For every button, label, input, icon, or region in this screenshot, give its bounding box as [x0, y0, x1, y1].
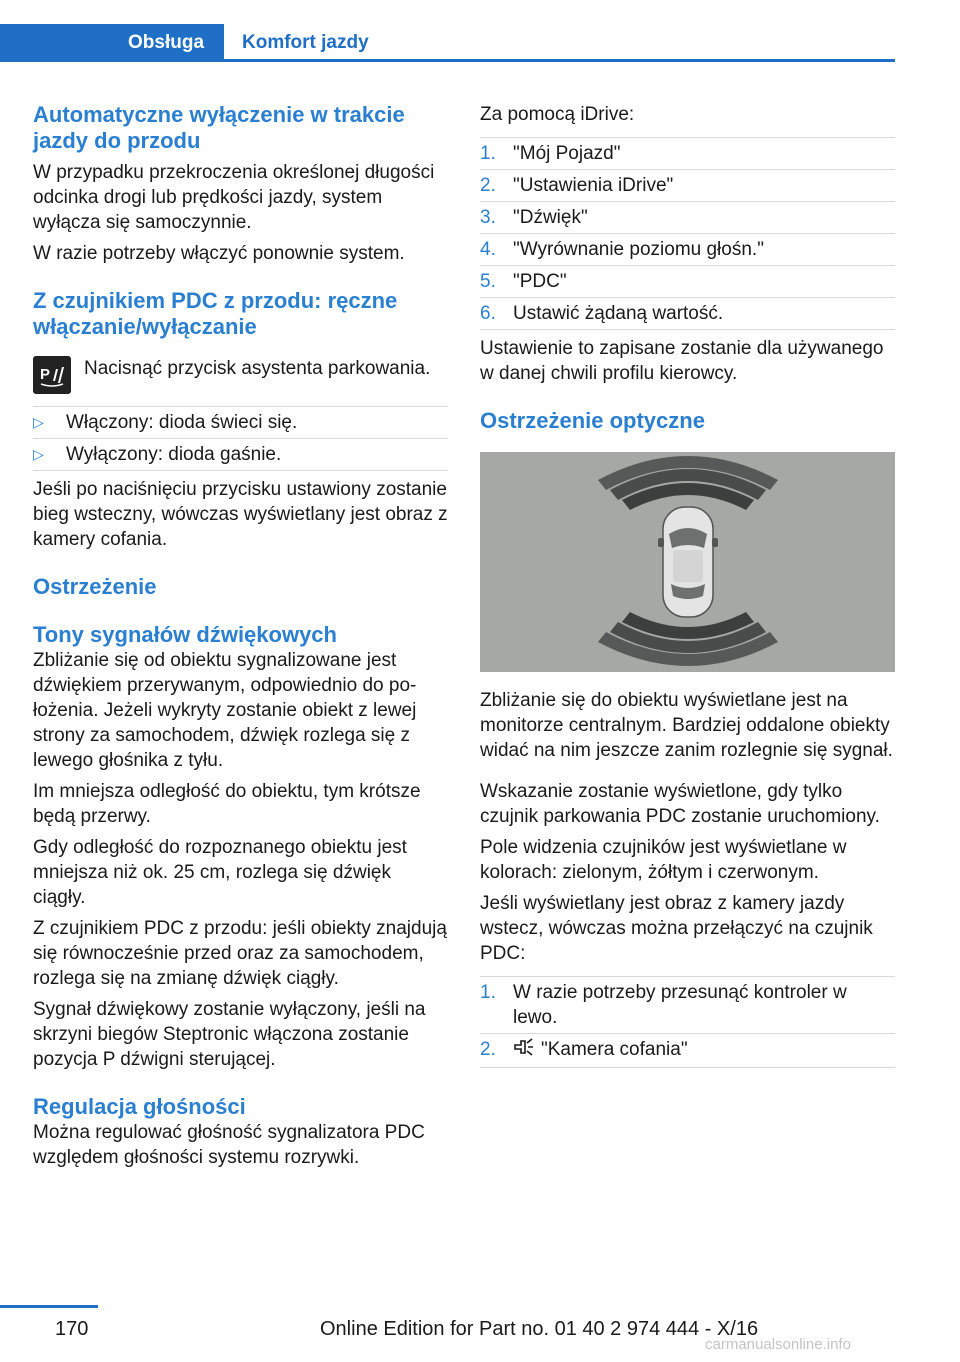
left-column: [33, 102, 448, 1170]
page-number: 170: [55, 1318, 89, 1340]
step-number: 1.: [480, 143, 496, 164]
icon-instruction-text: Nacisnąć przycisk asystenta parkowania.: [84, 358, 431, 379]
pdc-car-graphic: [480, 452, 895, 672]
paragraph: Można regulować głośność sygnalizatora PDC względem głośności systemu rozrywki.: [33, 1122, 425, 1168]
list-item: [480, 170, 895, 202]
step-number: 1.: [480, 982, 496, 1003]
right-column: [480, 102, 895, 1068]
parking-assist-instruction: [33, 356, 448, 394]
step-text: "Wyrównanie poziomu głośn.": [513, 239, 764, 260]
chapter-tabbar: [0, 24, 895, 62]
list-item: [480, 202, 895, 234]
heading-auto-off: Automatyczne wyłączenie w trakcie jazdy do przodu: [33, 102, 405, 153]
heading-optical-warning: Ostrzeżenie optyczne: [480, 408, 705, 433]
list-item: [480, 976, 895, 1034]
paragraph: Z czujnikiem PDC z przodu: jeśli obiekty znajdują się równocześnie przed oraz za samochodem, rozlega się na zmianę dźwięk ciągły.: [33, 918, 447, 989]
parking-assistant-button-icon: [33, 356, 71, 394]
paragraph: Gdy odległość do rozpoznanego obiektu jest mniejsza niż ok. 25 cm, rozlega się dźwięk ciągły.: [33, 837, 407, 908]
list-item: [33, 439, 448, 471]
list-item-text: Wyłączony: dioda gaśnie.: [66, 444, 282, 465]
heading-sound-tones: Tony sygnałów dźwiękowych: [33, 622, 337, 647]
paragraph: Im mniejsza odległość do obiektu, tym krótsze będą przerwy.: [33, 781, 421, 827]
camera-switch-steps-list: [480, 976, 895, 1068]
heading-volume: Regulacja głośności: [33, 1094, 246, 1119]
paragraph: Pole widzenia czujników jest wyświetlane w kolorach: zielonym, żółtym i czerwonym.: [480, 837, 847, 883]
list-item: [480, 266, 895, 298]
paragraph: Sygnał dźwiękowy zostanie wyłączony, jeśli na skrzyni biegów Steptronic włączona zostanie pozycja P dźwigni sterującej.: [33, 999, 426, 1070]
triangle-bullet-icon: ▷: [33, 414, 44, 430]
rear-camera-icon: [513, 1037, 541, 1064]
triangle-bullet-icon: ▷: [33, 446, 44, 462]
paragraph: Za pomocą iDrive:: [480, 104, 635, 125]
list-item: [480, 234, 895, 266]
tab-obsluga[interactable]: Obsługa: [0, 24, 224, 62]
heading-warning: Ostrzeżenie: [33, 574, 157, 599]
step-number: 2.: [480, 1039, 496, 1060]
svg-text:P: P: [40, 366, 51, 383]
paragraph: Zbliżanie się do obiektu wyświetlane jest na monitorze centralnym. Bardziej oddalone obiekty widać na nim jeszcze zanim rozlegnie się sygnał.: [480, 690, 893, 761]
list-item: [480, 298, 895, 330]
step-text: "Dźwięk": [513, 207, 588, 228]
paragraph: Wskazanie zostanie wyświetlone, gdy tylko czujnik parkowania PDC zostanie uruchomiony.: [480, 781, 880, 827]
step-number: 3.: [480, 207, 496, 228]
led-status-list: [33, 406, 448, 471]
list-item: [480, 1034, 895, 1068]
step-number: 5.: [480, 271, 496, 292]
paragraph: Jeśli po naciśnięciu przycisku ustawiony zostanie bieg wsteczny, wówczas wyświetlany jest obraz z kamery cofania.: [33, 479, 448, 550]
heading-manual-switch: Z czujnikiem PDC z przodu: ręczne włączanie/wyłączanie: [33, 288, 398, 339]
tab-komfort-jazdy[interactable]: Komfort jazdy: [242, 32, 369, 53]
list-item: [480, 137, 895, 170]
step-text: Ustawić żądaną wartość.: [513, 303, 724, 324]
paragraph: Ustawienie to zapisane zostanie dla używanego w danej chwili profilu kierowcy.: [480, 338, 884, 384]
edition-text: Online Edition for Part no. 01 40 2 974 444 - X/16: [320, 1318, 759, 1340]
step-number: 6.: [480, 303, 496, 324]
step-text: "PDC": [513, 271, 567, 292]
footer-rule: [0, 1305, 98, 1308]
step-text: "Ustawienia iDrive": [513, 175, 674, 196]
watermark: carmanualsonline.info: [705, 1336, 851, 1353]
step-text: W razie potrzeby przesunąć kontroler w lewo.: [513, 982, 847, 1028]
paragraph: W razie potrzeby włączyć ponownie system.: [33, 243, 405, 264]
pdc-display-illustration: [480, 452, 895, 672]
list-item-text: Włączony: dioda świeci się.: [66, 412, 298, 433]
tab-underline: [224, 59, 895, 62]
idrive-steps-list: [480, 137, 895, 330]
step-text: "Kamera cofania": [541, 1039, 688, 1060]
step-number: 4.: [480, 239, 496, 260]
paragraph: Zbliżanie się od obiektu sygnalizowane jest dźwiękiem przerywanym, odpowiednio do położenia. Jeżeli wykryty zostanie obiekt z lewej strony za samochodem, dźwięk rozlega się z lewego głośnika z tyłu.: [33, 650, 417, 771]
paragraph: W przypadku przekroczenia określonej długości odcinka drogi lub prędkości jazdy, system wyłącza się samoczynnie.: [33, 162, 435, 233]
step-number: 2.: [480, 175, 496, 196]
step-text: "Mój Pojazd": [513, 143, 621, 164]
list-item: [33, 406, 448, 439]
paragraph: Jeśli wyświetlany jest obraz z kamery jazdy wstecz, wówczas można przełączyć na czujnik PDC:: [480, 893, 873, 964]
